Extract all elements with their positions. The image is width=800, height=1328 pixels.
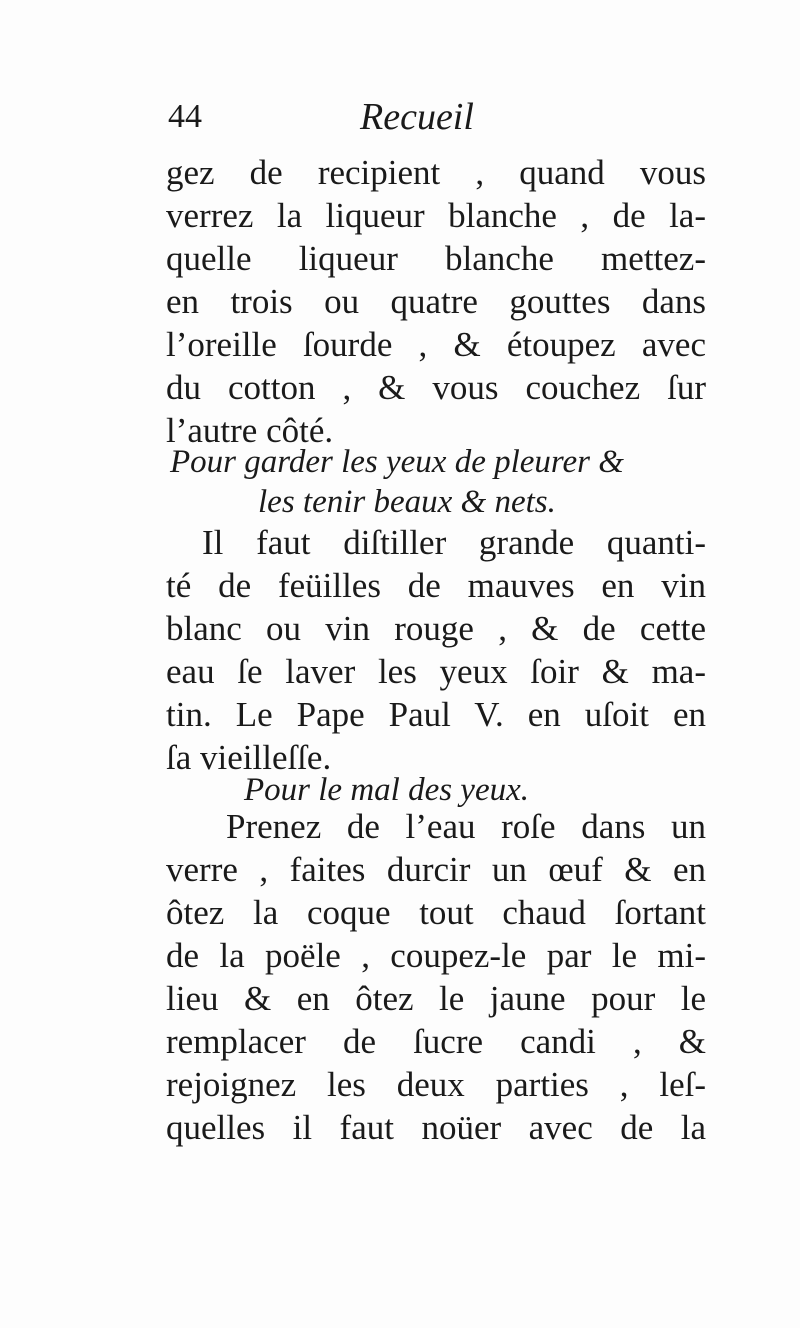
text-line: du cotton , & vous couchez ſur xyxy=(166,368,706,407)
text-line: tin. Le Pape Paul V. en uſoit en xyxy=(166,695,706,734)
text-line: verre , faites durcir un œuf & en xyxy=(166,850,706,889)
text-line: quelle liqueur blanche mettez- xyxy=(166,239,706,278)
running-title: Recueil xyxy=(360,96,474,138)
text-line: de la poële , coupez-le par le mi- xyxy=(166,936,706,975)
page-number: 44 xyxy=(168,98,202,135)
text-line: blanc ou vin rouge , & de cette xyxy=(166,609,706,648)
text-line: Il faut diſtiller grande quanti- xyxy=(202,523,706,562)
text-line: ôtez la coque tout chaud ſortant xyxy=(166,893,706,932)
heading-line: Pour garder les yeux de pleurer & xyxy=(170,444,624,480)
text-line: eau ſe laver les yeux ſoir & ma- xyxy=(166,652,706,691)
text-line: remplacer de ſucre candi , & xyxy=(166,1022,706,1061)
text-line: en trois ou quatre gouttes dans xyxy=(166,282,706,321)
text-line: quelles il faut noüer avec de la xyxy=(166,1108,706,1147)
text-line: lieu & en ôtez le jaune pour le xyxy=(166,979,706,1018)
text-line: verrez la liqueur blanche , de la- xyxy=(166,196,706,235)
heading-line: Pour le mal des yeux. xyxy=(244,772,529,808)
text-line: gez de recipient , quand vous xyxy=(166,153,706,192)
text-line: ſa vieilleſſe. xyxy=(166,738,332,777)
text-line: l’autre côté. xyxy=(166,411,334,450)
text-line: rejoignez les deux parties , leſ- xyxy=(166,1065,706,1104)
text-line: té de feüilles de mauves en vin xyxy=(166,566,706,605)
running-head xyxy=(168,92,708,142)
heading-line: les tenir beaux & nets. xyxy=(258,484,556,520)
text-line: l’oreille ſourde , & étoupez avec xyxy=(166,325,706,364)
text-line: Prenez de l’eau roſe dans un xyxy=(226,807,706,846)
